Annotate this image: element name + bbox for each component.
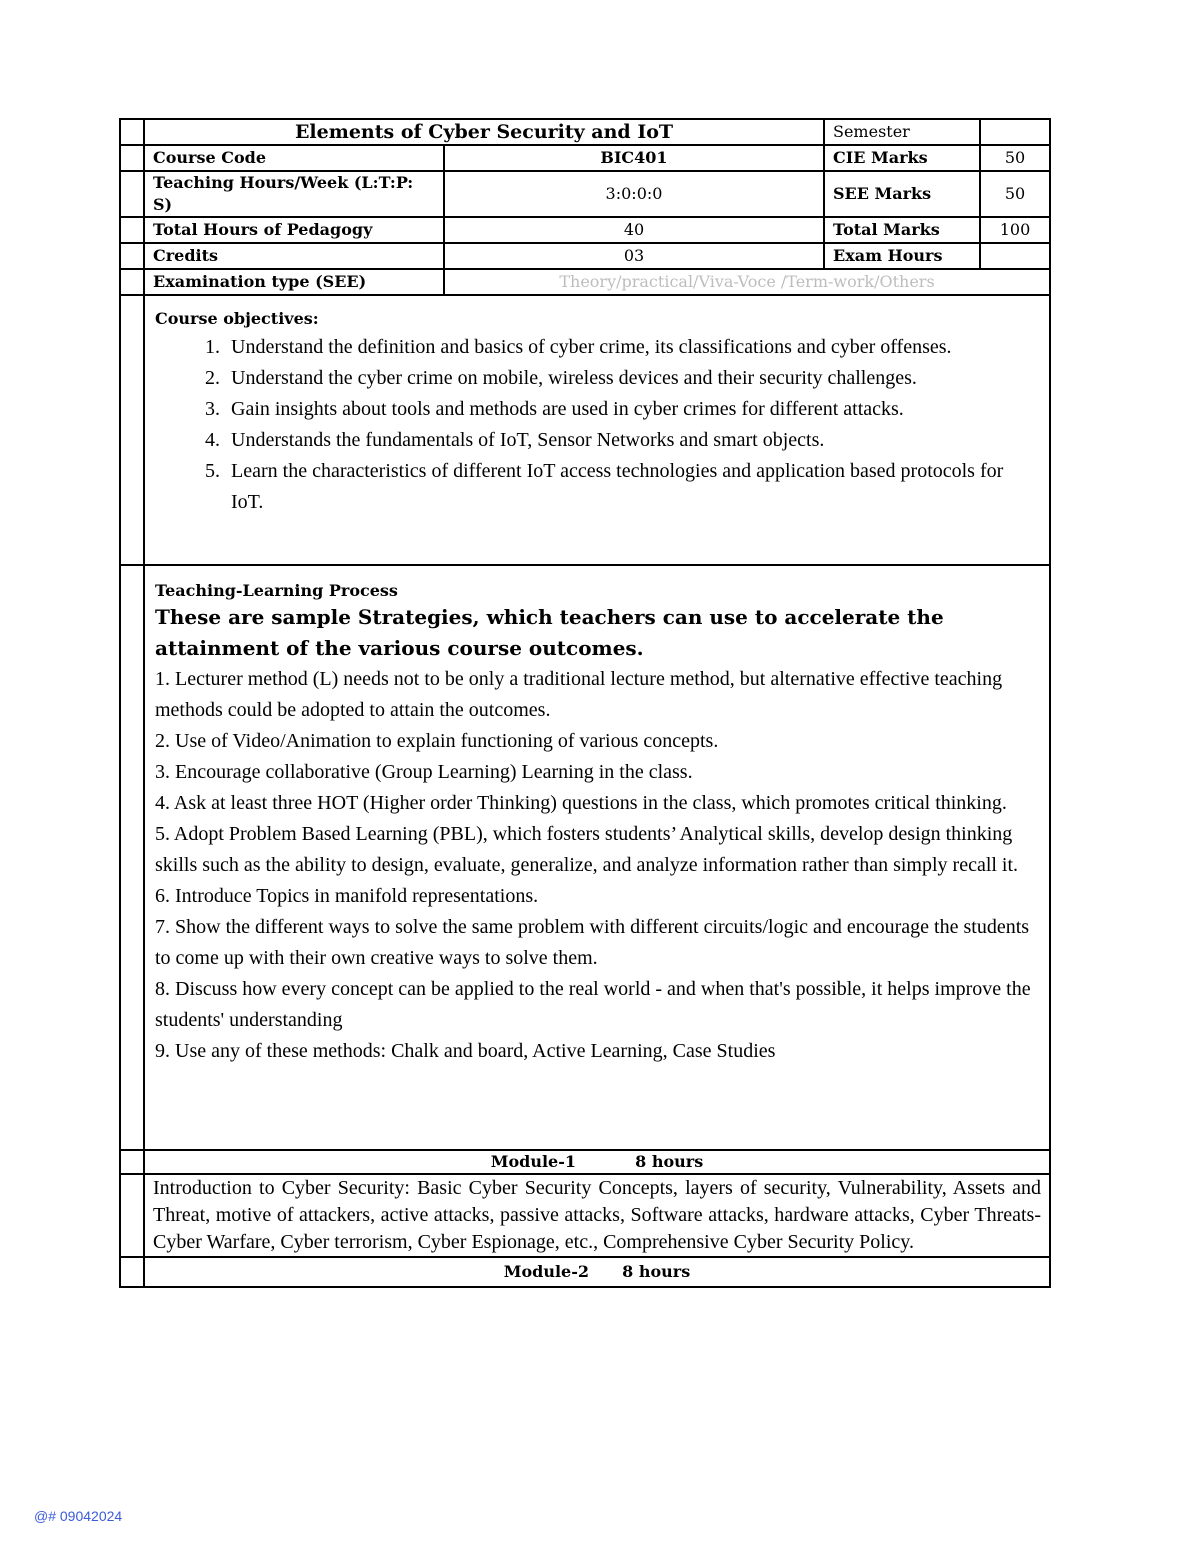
total-marks-value: 100 (980, 217, 1050, 243)
exam-hours-value (980, 243, 1050, 269)
course-title: Elements of Cyber Security and IoT (144, 119, 824, 145)
objective-item: 2. Understand the cyber crime on mobile, wireless devices and their security challenges. (225, 363, 1039, 394)
see-marks-label: SEE Marks (824, 171, 980, 217)
exam-hours-label: Exam Hours (824, 243, 980, 269)
objective-item: 4. Understands the fundamentals of IoT, Sensor Networks and smart objects. (225, 425, 1039, 456)
left-margin-cell (120, 145, 144, 171)
info-row (120, 171, 1050, 217)
module1-content-row (120, 1174, 1050, 1257)
module1-header-row (120, 1150, 1050, 1174)
pedagogy-hours-label: Total Hours of Pedagogy (144, 217, 444, 243)
tlp-block (144, 565, 1050, 1150)
info-row (120, 217, 1050, 243)
objective-item: 3. Gain insights about tools and methods are used in cyber crimes for different attacks. (225, 394, 1039, 425)
teaching-hours-value: 3:0:0:0 (444, 171, 824, 217)
tlp-item: 2. Use of Video/Animation to explain functioning of various concepts. (155, 730, 719, 752)
see-marks-value: 50 (980, 171, 1050, 217)
syllabus-table (119, 118, 1051, 1288)
tlp-item: 9. Use any of these methods: Chalk and board, Active Learning, Case Studies (155, 1040, 776, 1062)
credits-value: 03 (444, 243, 824, 269)
objective-item: 5. Learn the characteristics of different IoT access technologies and application based protocols for IoT. (225, 456, 1039, 518)
info-row (120, 145, 1050, 171)
objectives-row (120, 295, 1050, 565)
tlp-title: Teaching-Learning Process (155, 581, 398, 600)
credits-label: Credits (144, 243, 444, 269)
course-code-label: Course Code (144, 145, 444, 171)
objective-item: 1. Understand the definition and basics of cyber crime, its classifications and cyber offenses. (225, 332, 1039, 363)
objectives-list (155, 332, 1039, 518)
info-row (120, 243, 1050, 269)
left-margin-cell (120, 295, 144, 565)
tlp-item: 1. Lecturer method (L) needs not to be only a traditional lecture method, but alternative effective teaching methods could be adopted to attain the outcomes. (155, 668, 1003, 721)
left-margin-cell (120, 119, 144, 145)
module2-hours: 8 hours (622, 1262, 691, 1281)
module2-title: Module-2 (503, 1262, 589, 1281)
exam-type-label: Examination type (SEE) (144, 269, 444, 295)
semester-label: Semester (824, 119, 980, 145)
cie-marks-value: 50 (980, 145, 1050, 171)
left-margin-cell (120, 269, 144, 295)
left-margin-cell (120, 1257, 144, 1287)
tlp-item: 4. Ask at least three HOT (Higher order Thinking) questions in the class, which promotes critical thinking. (155, 792, 1007, 814)
course-code-value: BIC401 (444, 145, 824, 171)
tlp-item: 7. Show the different ways to solve the same problem with different circuits/logic and encourage the students to come up with their own creative ways to solve them. (155, 916, 1030, 969)
total-marks-label: Total Marks (824, 217, 980, 243)
left-margin-cell (120, 243, 144, 269)
tlp-item: 3. Encourage collaborative (Group Learning) Learning in the class. (155, 761, 693, 783)
footer-code: @# 09042024 (34, 1508, 123, 1524)
module1-content: Introduction to Cyber Security: Basic Cyber Security Concepts, layers of security, Vulnerability, Assets and Threat, motive of attackers, active attacks, passive attacks, Software attacks, hardware attacks, Cyber Threats-Cyber Warfare, Cyber terrorism, Cyber Espionage, etc., Comprehensive Cyber Security Policy. (144, 1174, 1050, 1257)
module1-hours: 8 hours (635, 1152, 704, 1171)
tlp-subtitle: These are sample Strategies, which teachers can use to accelerate the attainment of the various course outcomes. (155, 605, 944, 660)
tlp-row (120, 565, 1050, 1150)
title-row (120, 119, 1050, 145)
teaching-hours-label: Teaching Hours/Week (L:T:P: S) (144, 171, 444, 217)
tlp-item: 5. Adopt Problem Based Learning (PBL), which fosters students’ Analytical skills, develop design thinking skills such as the ability to design, evaluate, generalize, and analyze information rather than simply recall it. (155, 823, 1019, 876)
tlp-item: 6. Introduce Topics in manifold representations. (155, 885, 539, 907)
module1-header (144, 1150, 1050, 1174)
left-margin-cell (120, 1150, 144, 1174)
objectives-block (144, 295, 1050, 565)
exam-type-row (120, 269, 1050, 295)
cie-marks-label: CIE Marks (824, 145, 980, 171)
semester-value (980, 119, 1050, 145)
left-margin-cell (120, 217, 144, 243)
left-margin-cell (120, 171, 144, 217)
module2-header (144, 1257, 1050, 1287)
objectives-title: Course objectives: (155, 309, 319, 328)
pedagogy-hours-value: 40 (444, 217, 824, 243)
module1-title: Module-1 (490, 1152, 576, 1171)
exam-type-value: Theory/practical/Viva-Voce /Term-work/Others (444, 269, 1050, 295)
left-margin-cell (120, 1174, 144, 1257)
module2-header-row (120, 1257, 1050, 1287)
left-margin-cell (120, 565, 144, 1150)
tlp-item: 8. Discuss how every concept can be applied to the real world - and when that's possible, it helps improve the students' understanding (155, 978, 1031, 1031)
